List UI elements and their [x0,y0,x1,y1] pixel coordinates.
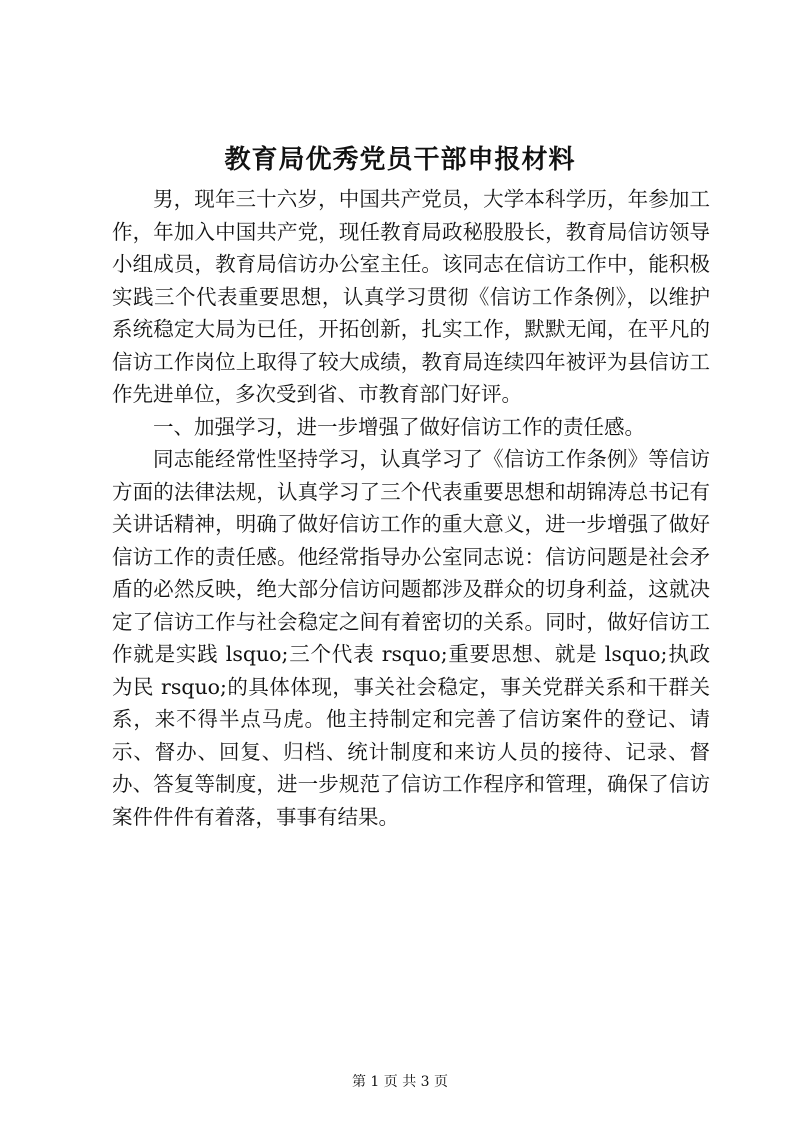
paragraph-intro: 男，现年三十六岁，中国共产党员，大学本科学历，年参加工作，年加入中国共产党，现任教育局政秘股股长，教育局信访领导小组成员，教育局信访办公室主任。该同志在信访工作中，能积极实践三个代表重要思想，认真学习贯彻《信访工作条例》，以维护系统稳定大局为已任，开拓创新，扎实工作，默默无闻，在平凡的信访工作岗位上取得了较大成绩，教育局连续四年被评为县信访工作先进单位，多次受到省、市教育部门好评。 [112,187,710,406]
paragraph-study: 同志能经常性坚持学习，认真学习了《信访工作条例》等信访方面的法律法规，认真学习了三个代表重要思想和胡锦涛总书记有关讲话精神，明确了做好信访工作的重大意义，进一步增强了做好信访工作的责任感。他经常指导办公室同志说：信访问题是社会矛盾的必然反映，绝大部分信访问题都涉及群众的切身利益，这就决定了信访工作与社会稳定之间有着密切的关系。同时，做好信访工作就是实践 lsquo;三个代表 rsquo;重要思想、就是 lsquo;执政为民 rsquo;的具体体现，事关社会稳定，事关党群关系和干群关系，来不得半点马虎。他主持制定和完善了信访案件的登记、请示、督办、回复、归档、统计制度和来访人员的接待、记录、督办、答复等制度，进一步规范了信访工作程序和管理，确保了信访案件件件有着落，事事有结果。 [112,447,710,829]
section-heading: 一、加强学习，进一步增强了做好信访工作的责任感。 [153,414,645,439]
document-title: 教育局优秀党员干部申报材料 [224,145,576,175]
page-number: 第 1 页 共 3 页 [351,1074,449,1090]
document-body [112,183,710,833]
